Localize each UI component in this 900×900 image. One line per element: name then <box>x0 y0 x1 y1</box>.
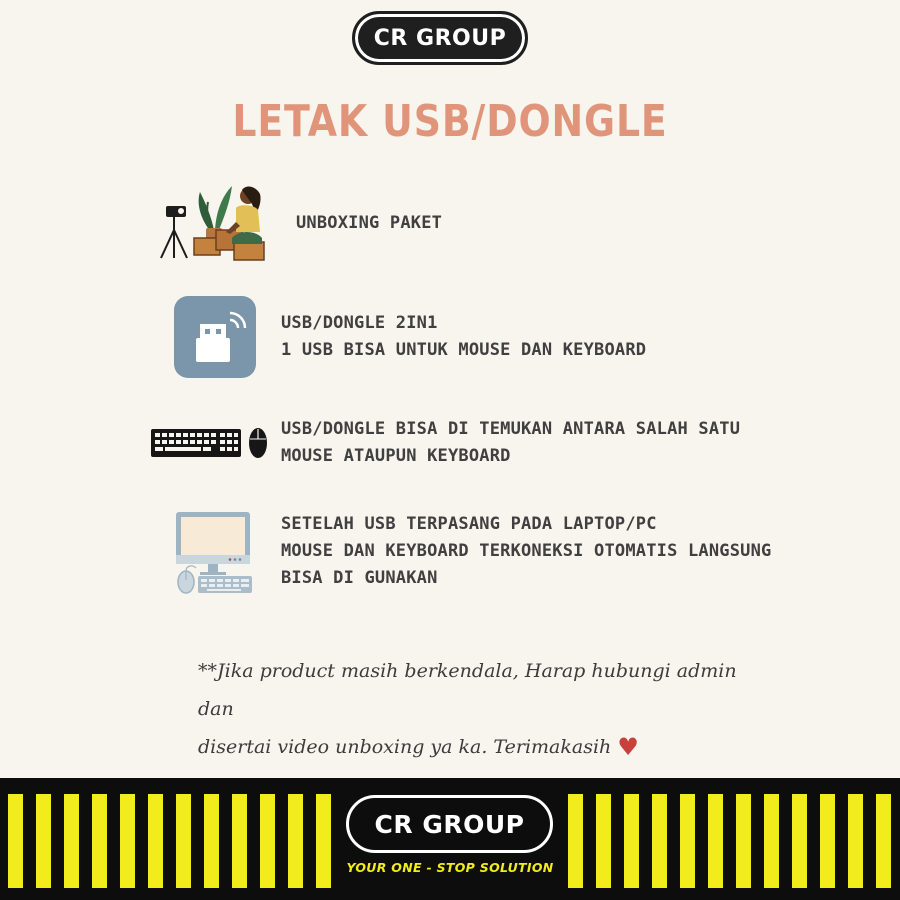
stripe <box>316 794 331 888</box>
support-note <box>198 652 758 766</box>
item-line: UNBOXING PAKET <box>296 213 443 233</box>
stripe <box>708 794 723 888</box>
footer-tagline: YOUR ONE - STOP SOLUTION <box>346 860 554 875</box>
stripe <box>176 794 191 888</box>
heart-icon: ♥ <box>617 733 639 761</box>
note-line-1: **Jika product masih berkendala, Harap hubungi admin dan <box>198 660 737 720</box>
stripe <box>736 794 751 888</box>
item-line: BISA DI GUNAKAN <box>281 568 438 588</box>
stripe <box>260 794 275 888</box>
footer-banner <box>0 778 900 900</box>
footer-logo-text: CR GROUP <box>374 809 525 839</box>
footer-logo <box>346 795 553 853</box>
item-line: MOUSE DAN KEYBOARD TERKONEKSI OTOMATIS LANGSUNG <box>281 541 772 561</box>
stripe <box>120 794 135 888</box>
item-line: MOUSE ATAUPUN KEYBOARD <box>281 446 511 466</box>
stripe <box>92 794 107 888</box>
stripe <box>232 794 247 888</box>
item-unboxing-text <box>296 210 442 237</box>
keyboard-mouse-icon <box>150 426 270 462</box>
stripe <box>8 794 23 888</box>
stripe <box>652 794 667 888</box>
stripe <box>680 794 695 888</box>
header-logo-text: CR GROUP <box>373 25 507 51</box>
stripe <box>848 794 863 888</box>
stripe <box>624 794 639 888</box>
item-line: 1 USB BISA UNTUK MOUSE DAN KEYBOARD <box>281 340 647 360</box>
note-line-2-text: disertai video unboxing ya ka. Terimakasih <box>198 736 612 758</box>
item-computer-text <box>281 511 771 592</box>
item-keyboard-text <box>281 416 740 470</box>
item-line: USB/DONGLE BISA DI TEMUKAN ANTARA SALAH SATU <box>281 419 741 439</box>
footer-stripes-right <box>568 794 891 888</box>
item-line: SETELAH USB TERPASANG PADA LAPTOP/PC <box>281 514 657 534</box>
usb-dongle-icon <box>174 296 256 378</box>
note-line-2 <box>198 728 758 766</box>
unboxing-illustration-icon <box>156 182 274 262</box>
stripe <box>792 794 807 888</box>
desktop-computer-icon <box>172 510 256 596</box>
stripe <box>568 794 583 888</box>
stripe <box>148 794 163 888</box>
stripe <box>596 794 611 888</box>
page-title: LETAK USB/DONGLE <box>232 96 668 147</box>
item-line: USB/DONGLE 2IN1 <box>281 313 438 333</box>
stripe <box>204 794 219 888</box>
stripe <box>764 794 779 888</box>
footer-stripes-left <box>8 794 331 888</box>
stripe <box>36 794 51 888</box>
stripe <box>820 794 835 888</box>
stripe <box>876 794 891 888</box>
stripe <box>288 794 303 888</box>
stripe <box>64 794 79 888</box>
item-usb-text <box>281 310 646 364</box>
header-logo <box>352 11 528 65</box>
